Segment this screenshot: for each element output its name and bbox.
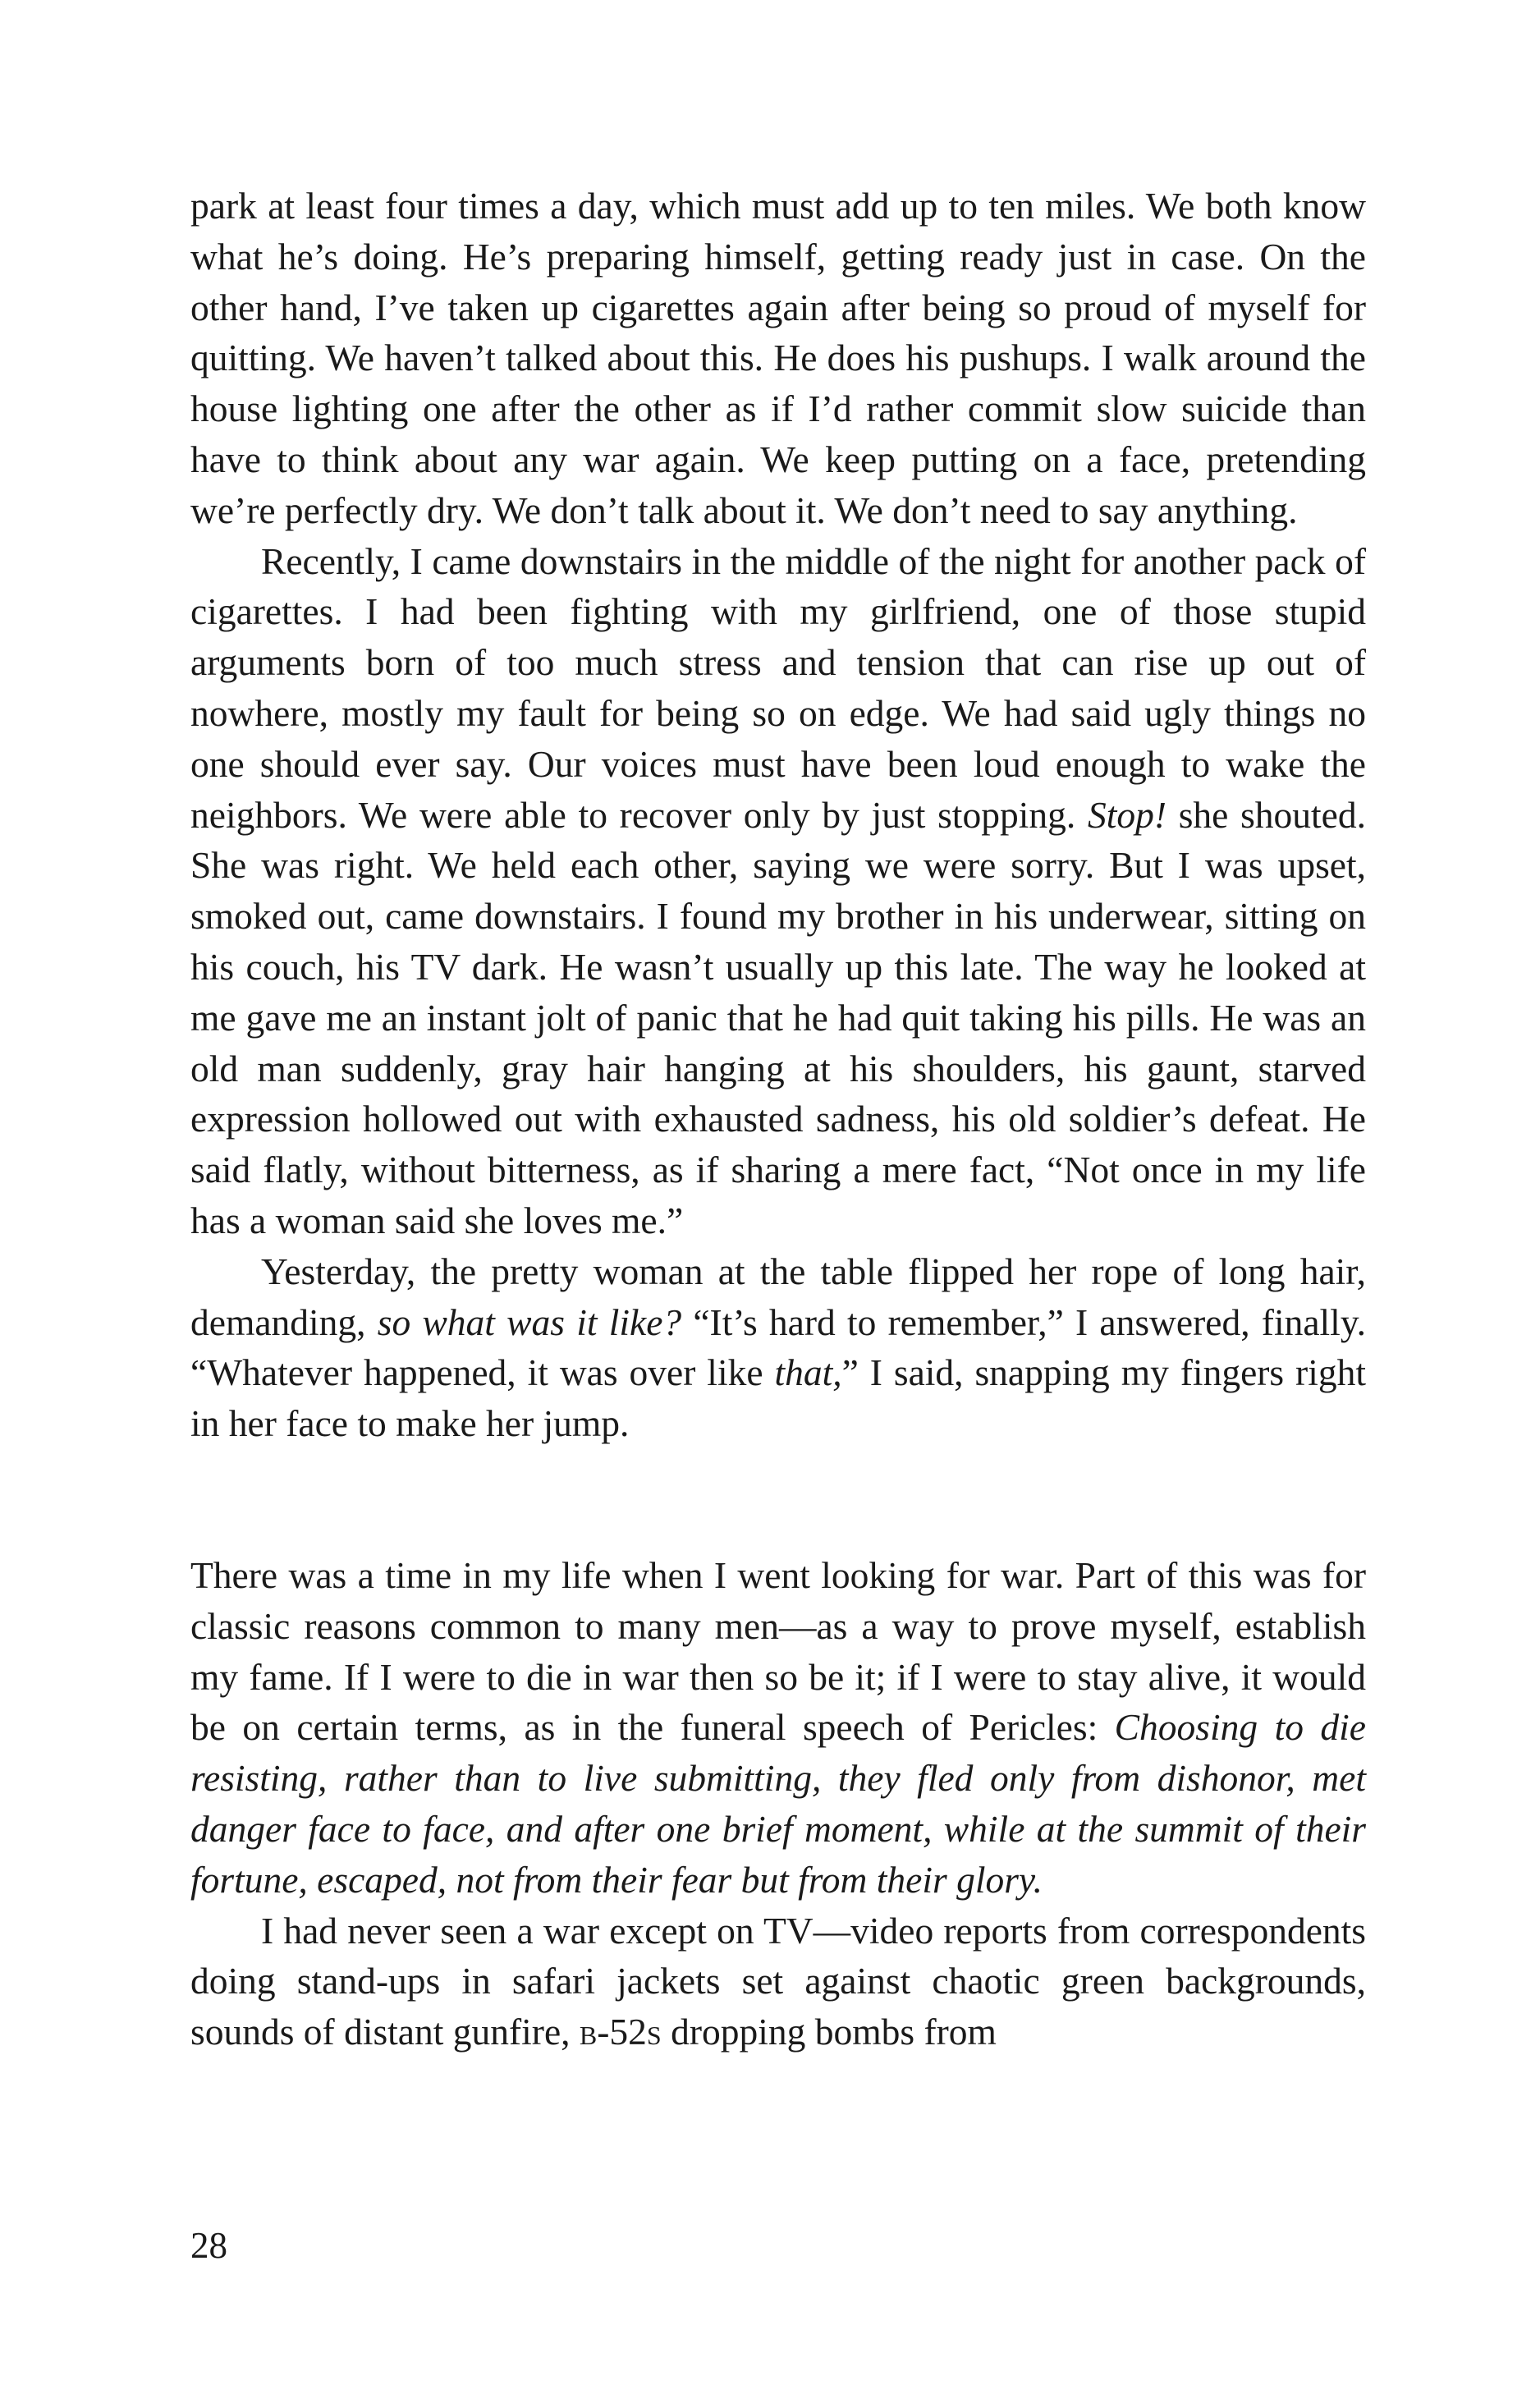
paragraph-text: ” I said, snapping my fingers right in her face to make her jump. [190, 1351, 1366, 1445]
paragraph-yesterday [190, 1246, 1366, 1449]
paragraph-brother-habits [190, 181, 1366, 536]
paragraph-text: Recently, I came downstairs in the middle of the night for another pack of cigarettes. I had been fighting with my girlfriend, one of those stupid arguments born of too much stress and tension that can rise up out of nowhere, mostly my fault for being so on edge. We had said ugly things no one should ever say. Our voices must have been loud enough to wake the neighbors. We were able to recover only by just stopping. [190, 539, 1366, 836]
paragraph-looking-for-war [190, 1550, 1366, 1906]
italic-emphasis: so what was it like? [377, 1300, 682, 1343]
paragraph-text: dropping bombs from [661, 2011, 997, 2053]
italic-emphasis: that, [774, 1351, 842, 1394]
section-break [190, 1449, 1366, 1550]
paragraph-text: she shouted. She was right. We held each other, saying we were sorry. But I was upset, smoked out, came downstairs. I found my brother in his underwear, sitting on his couch, his TV dark. He wasn’t usually up this late. The way he looked at me gave me an instant jolt of panic that he had quit taking his pills. He was an old man suddenly, gray hair hanging at his shoulders, his gaunt, starved expression hollowed out with exhausted sadness, his old soldier’s defeat. He said flatly, without bitterness, as if sharing a mere fact, “Not once in my life has a woman said she loves me.” [190, 793, 1366, 1241]
italic-emphasis: Stop! [1087, 793, 1166, 836]
aircraft-name: b-52s [579, 2011, 662, 2053]
paragraph-text: “It’s hard to remember,” I answered, finally. “Whatever happened, it was over like [190, 1300, 1366, 1394]
pericles-quote: Choosing to die resisting, rather than to live submitting, they fled only from dishonor, met danger face to face, and after one brief moment, while at the summit of their fortune, escaped, not from their fear but from their glory. [190, 1706, 1366, 1901]
paragraph-text: park at least four times a day, which must add up to ten miles. We both know what he’s doing. He’s preparing himself, getting ready just in case. On the other hand, I’ve taken up cigarettes again after being so proud of myself for quitting. We haven’t talked about this. He does his pushups. I walk around the house lighting one after the other as if I’d rather commit slow suicide than have to think about any war again. We keep putting on a face, pretending we’re perfectly dry. We don’t talk about it. We don’t need to say anything. [190, 185, 1366, 531]
paragraph-text: I had never seen a war except on TV—video reports from correspondents doing stand-ups in safari jackets set against chaotic green backgrounds, sounds of distant gunfire, [190, 1909, 1366, 2053]
page-number: 28 [190, 2225, 227, 2266]
paragraph-tv-war [190, 1906, 1366, 2057]
book-page-body [190, 181, 1366, 2057]
paragraph-text: There was a time in my life when I went looking for war. Part of this was for classic reasons common to many men—as a way to prove myself, establish my fame. If I were to die in war then so be it; if I were to stay alive, it would be on certain terms, as in the funeral speech of Pericles: [190, 1553, 1366, 1749]
paragraph-text: Yesterday, the pretty woman at the table flipped her rope of long hair, demanding, [190, 1250, 1366, 1343]
paragraph-night-argument [190, 536, 1366, 1246]
